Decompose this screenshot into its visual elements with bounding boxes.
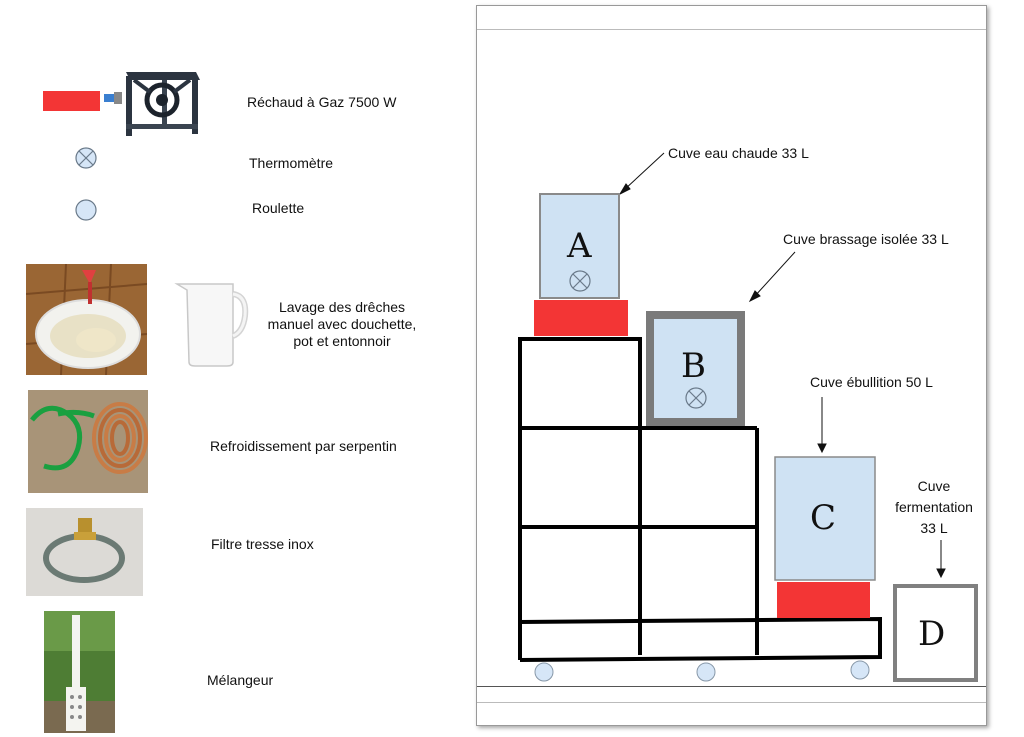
tank-a-letter: A bbox=[567, 226, 592, 266]
thermometer-label: Thermomètre bbox=[249, 155, 334, 171]
burner-a bbox=[534, 300, 628, 336]
wheel-label: Roulette bbox=[252, 200, 305, 216]
frame-left-tower bbox=[520, 339, 640, 660]
sparge-label: Lavage des drêches manuel avec douchette, pot et entonnoir bbox=[267, 299, 417, 349]
wheel-1 bbox=[535, 663, 553, 681]
tank-c-letter: C bbox=[810, 498, 837, 538]
tank-d-letter: D bbox=[918, 614, 946, 654]
burner-c bbox=[777, 582, 870, 618]
chiller-label: Refroidissement par serpentin bbox=[210, 438, 397, 454]
arrow-to-c bbox=[818, 397, 826, 452]
burner-label: Réchaud à Gaz 7500 W bbox=[247, 94, 397, 110]
tank-b-label: Cuve brassage isolée 33 L bbox=[783, 231, 949, 247]
tank-d-label-line-1: Cuve bbox=[917, 478, 951, 494]
arrow-to-d bbox=[937, 540, 945, 577]
tank-c-label: Cuve ébullition 50 L bbox=[810, 374, 933, 390]
tank-d-label-line-3: 33 L bbox=[920, 520, 948, 536]
tank-b-letter: B bbox=[681, 346, 706, 386]
mixer-label: Mélangeur bbox=[207, 672, 274, 688]
tank-d-label-line-2: fermentation bbox=[895, 499, 973, 515]
filter-label: Filtre tresse inox bbox=[211, 536, 314, 552]
wheel-2 bbox=[697, 663, 715, 681]
wheel-3 bbox=[851, 661, 869, 679]
frame-bottom-shelf bbox=[520, 619, 880, 660]
arrow-to-b bbox=[750, 252, 795, 301]
tank-d-label bbox=[884, 476, 984, 539]
arrow-to-a bbox=[620, 153, 664, 194]
tank-a-label: Cuve eau chaude 33 L bbox=[668, 145, 809, 161]
